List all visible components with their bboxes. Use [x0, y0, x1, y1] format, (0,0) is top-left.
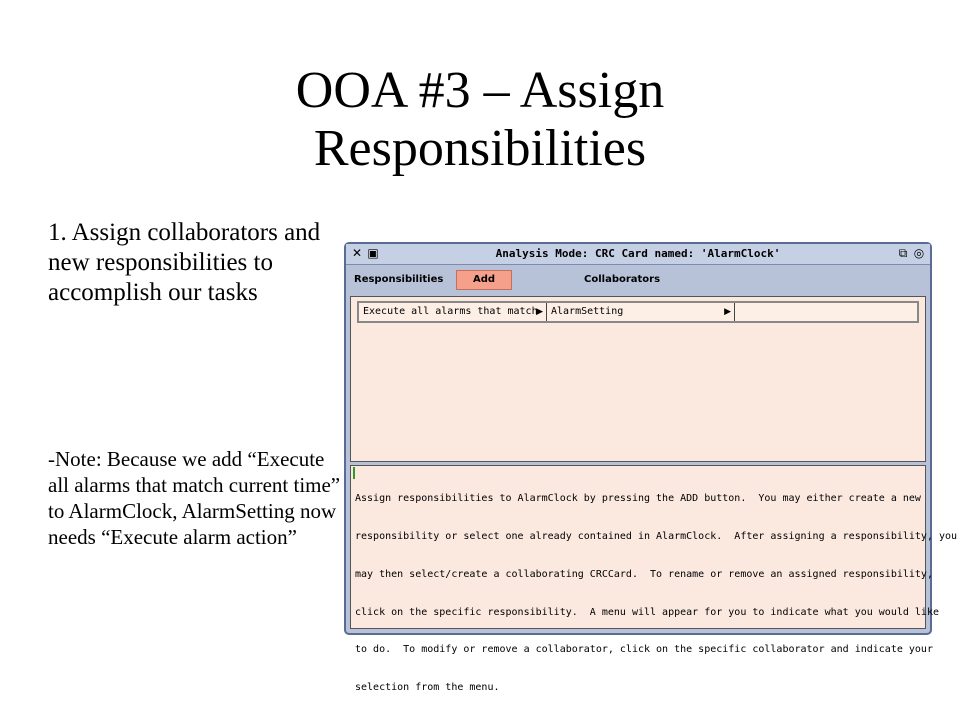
responsibility-cell[interactable] — [359, 303, 547, 321]
collaborator-cell[interactable] — [547, 303, 735, 321]
info-text — [355, 468, 958, 720]
info-line: may then select/create a collaborating CRCCard. To rename or remove an assigned responsibility, — [355, 568, 933, 580]
collaborator-text: AlarmSetting — [551, 306, 624, 317]
info-line: selection from the menu. — [355, 682, 500, 694]
close-icon[interactable]: ✕ — [351, 246, 363, 260]
toolbar — [346, 265, 930, 295]
info-line: Assign responsibilities to AlarmClock by pressing the ADD button. You may either create a new — [355, 493, 921, 505]
add-button[interactable]: Add — [456, 270, 512, 290]
responsibilities-label: Responsibilities — [354, 274, 444, 285]
window-title: Analysis Mode: CRC Card named: 'AlarmClock' — [495, 247, 781, 260]
triangle-right-icon: ▶ — [724, 307, 731, 317]
extra-cell[interactable] — [735, 303, 917, 321]
crc-card-window — [344, 242, 958, 694]
responsibility-row[interactable] — [357, 301, 919, 323]
info-line: to do. To modify or remove a collaborator, click on the specific collaborator and indicate your — [355, 644, 933, 656]
collaborators-label: Collaborators — [584, 274, 661, 285]
info-pane — [350, 465, 958, 694]
window-titlebar[interactable] — [346, 244, 930, 265]
responsibility-text: Execute all alarms that match — [363, 306, 538, 317]
minimize-icon[interactable]: ◎ — [913, 246, 925, 260]
slide-title — [0, 62, 960, 178]
collapse-icon[interactable]: ⧉ — [898, 246, 908, 260]
note-text: -Note: Because we add “Execute all alarms that match current time” to AlarmClock, AlarmSetting now needs “Execute alarm action” — [48, 447, 341, 549]
triangle-right-icon: ▶ — [536, 307, 543, 317]
responsibilities-list — [350, 296, 926, 462]
slide-title-line2: Responsibilities — [313, 120, 647, 177]
bullet-text: 1. Assign collaborators and new responsibilities to accomplish our tasks — [48, 219, 321, 306]
window-menu-icon[interactable]: ▣ — [367, 246, 379, 260]
info-line: responsibility or select one already contained in AlarmClock. After assigning a responsibility, you — [355, 530, 958, 542]
slide-title-line1: OOA #3 – Assign — [295, 62, 665, 119]
info-line: click on the specific responsibility. A menu will appear for you to indicate what you would like — [355, 606, 939, 618]
